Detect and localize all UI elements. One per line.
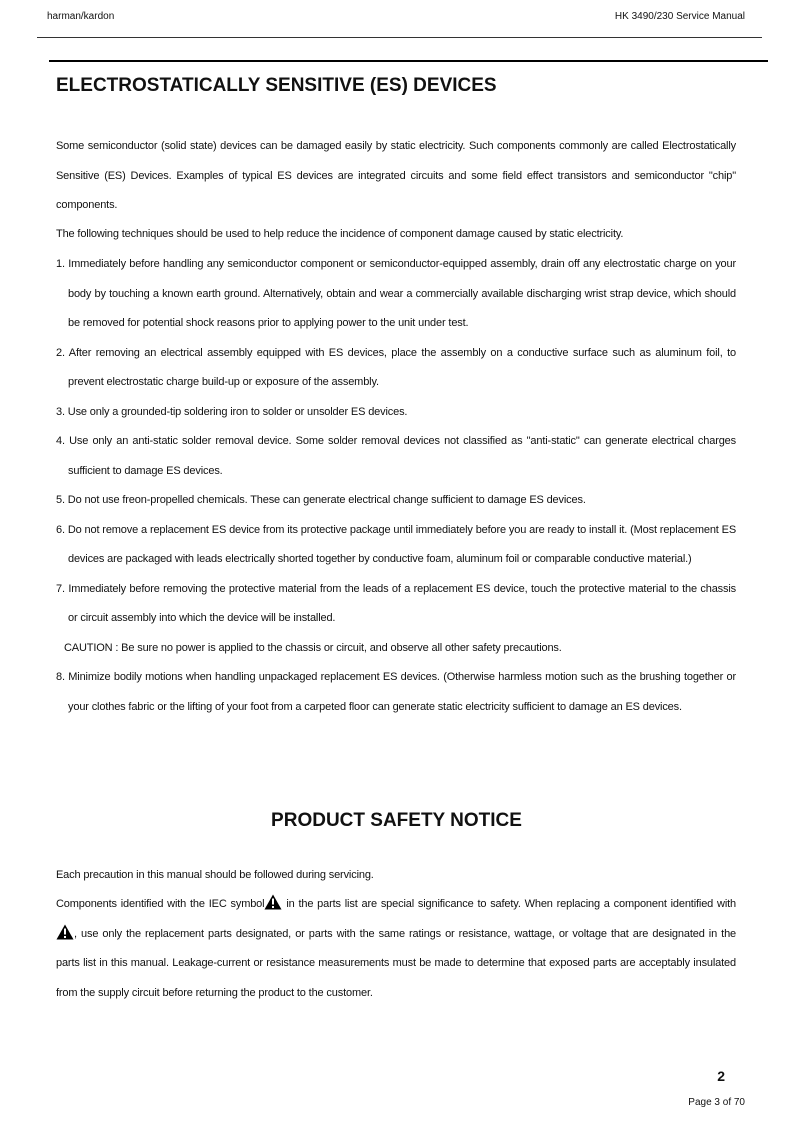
warning-triangle-icon bbox=[264, 894, 282, 910]
safety-text-part-1: Components identified with the IEC symbol bbox=[56, 898, 265, 910]
list-item-number: 8. bbox=[56, 671, 65, 683]
safety-text-part-2: in the parts list are special significance to safety. When replacing a component identified with bbox=[282, 898, 736, 910]
list-item-number: 2. bbox=[56, 346, 65, 359]
header-brand: harman/kardon bbox=[47, 11, 115, 22]
page-number: 2 bbox=[717, 1068, 725, 1084]
list-item bbox=[56, 486, 736, 516]
list-item-number: 6. bbox=[56, 523, 65, 536]
list-item-text: Use only an anti-static solder removal device. Some solder removal devices not classified as "anti-static" can generate electrical charges sufficient to damage ES devices. bbox=[68, 435, 736, 477]
list-item-text: Immediately before handling any semiconductor component or semiconductor-equipped assembly, drain off any electrostatic charge on your body by touching a known earth ground. Alternatively, obtain and wear a commercially available discharging wrist strap device, which should be removed for potential shock reasons prior to applying power to the unit under test. bbox=[68, 258, 736, 329]
list-item bbox=[56, 339, 736, 398]
list-item bbox=[56, 398, 736, 428]
es-section-title: ELECTROSTATICALLY SENSITIVE (ES) DEVICES bbox=[56, 75, 497, 96]
list-item bbox=[56, 250, 736, 339]
list-item-number: 3. bbox=[56, 405, 65, 418]
safety-precaution-line: Each precaution in this manual should be followed during servicing. bbox=[56, 869, 374, 881]
list-item bbox=[56, 575, 736, 634]
caution-text: Be sure no power is applied to the chassis or circuit, and observe all other safety precautions. bbox=[118, 641, 562, 654]
header-manual-title: HK 3490/230 Service Manual bbox=[614, 11, 745, 22]
list-item bbox=[56, 427, 736, 486]
page-of-total: Page 3 of 70 bbox=[688, 1097, 745, 1108]
es-intro-paragraph: Some semiconductor (solid state) devices can be damaged easily by static electricity. Such components commonly are called Electrostatically Sensitive (ES) Devices. Examples of typical ES devices are integrated circuits and some field effect transistors and semiconductor "chip" components. bbox=[56, 140, 736, 211]
safety-section-title: PRODUCT SAFETY NOTICE bbox=[271, 810, 522, 831]
warning-triangle-icon bbox=[56, 924, 74, 940]
caution-label: CAUTION : bbox=[64, 641, 119, 654]
safety-text-part-3: , use only the replacement parts designated, or parts with the same ratings or resistance, wattage, or voltage that are designated in the parts list in this manual. Leakage-current or resistance measurements must be made to determine that exposed parts are acceptably insulated from the supply circuit before returning the product to the customer. bbox=[56, 927, 736, 999]
list-item-text: Do not use freon-propelled chemicals. These can generate electrical change sufficient to damage ES devices. bbox=[67, 494, 586, 506]
safety-components-paragraph bbox=[56, 890, 736, 1008]
list-item bbox=[56, 663, 736, 722]
es-techniques-paragraph: The following techniques should be used to help reduce the incidence of component damage caused by static electricity. bbox=[56, 228, 624, 240]
header-divider bbox=[37, 37, 762, 38]
list-item-number: 7. bbox=[56, 582, 65, 595]
title-divider bbox=[49, 60, 768, 62]
list-item-number: 1. bbox=[56, 258, 65, 270]
list-item-number: 5. bbox=[56, 494, 65, 506]
list-item-text: Immediately before removing the protective material from the leads of a replacement ES device, touch the protective material to the chassis or circuit assembly into which the device will be installed. bbox=[68, 582, 737, 624]
list-item-number: 4. bbox=[56, 435, 65, 447]
list-item bbox=[56, 516, 736, 575]
list-item-text: After removing an electrical assembly equipped with ES devices, place the assembly on a conductive surface such as aluminum foil, to prevent electrostatic charge build-up or exposure of the assembly. bbox=[68, 346, 736, 388]
list-item-text: Minimize bodily motions when handling unpackaged replacement ES devices. (Otherwise harmless motion such as the brushing together or your clothes fabric or the lifting of your foot from a carpeted floor can generate static electricity sufficient to damage an ES devices. bbox=[68, 671, 736, 713]
list-item-text: Use only a grounded-tip soldering iron to solder or unsolder ES devices. bbox=[67, 405, 408, 418]
es-techniques-list bbox=[56, 250, 736, 722]
caution-note bbox=[56, 634, 736, 664]
list-item-text: Do not remove a replacement ES device from its protective package until immediately before you are ready to install it. (Most replacement ES devices are packaged with leads electrically shorted together by conductive foam, aluminum foil or comparable conductive material.) bbox=[67, 523, 737, 565]
